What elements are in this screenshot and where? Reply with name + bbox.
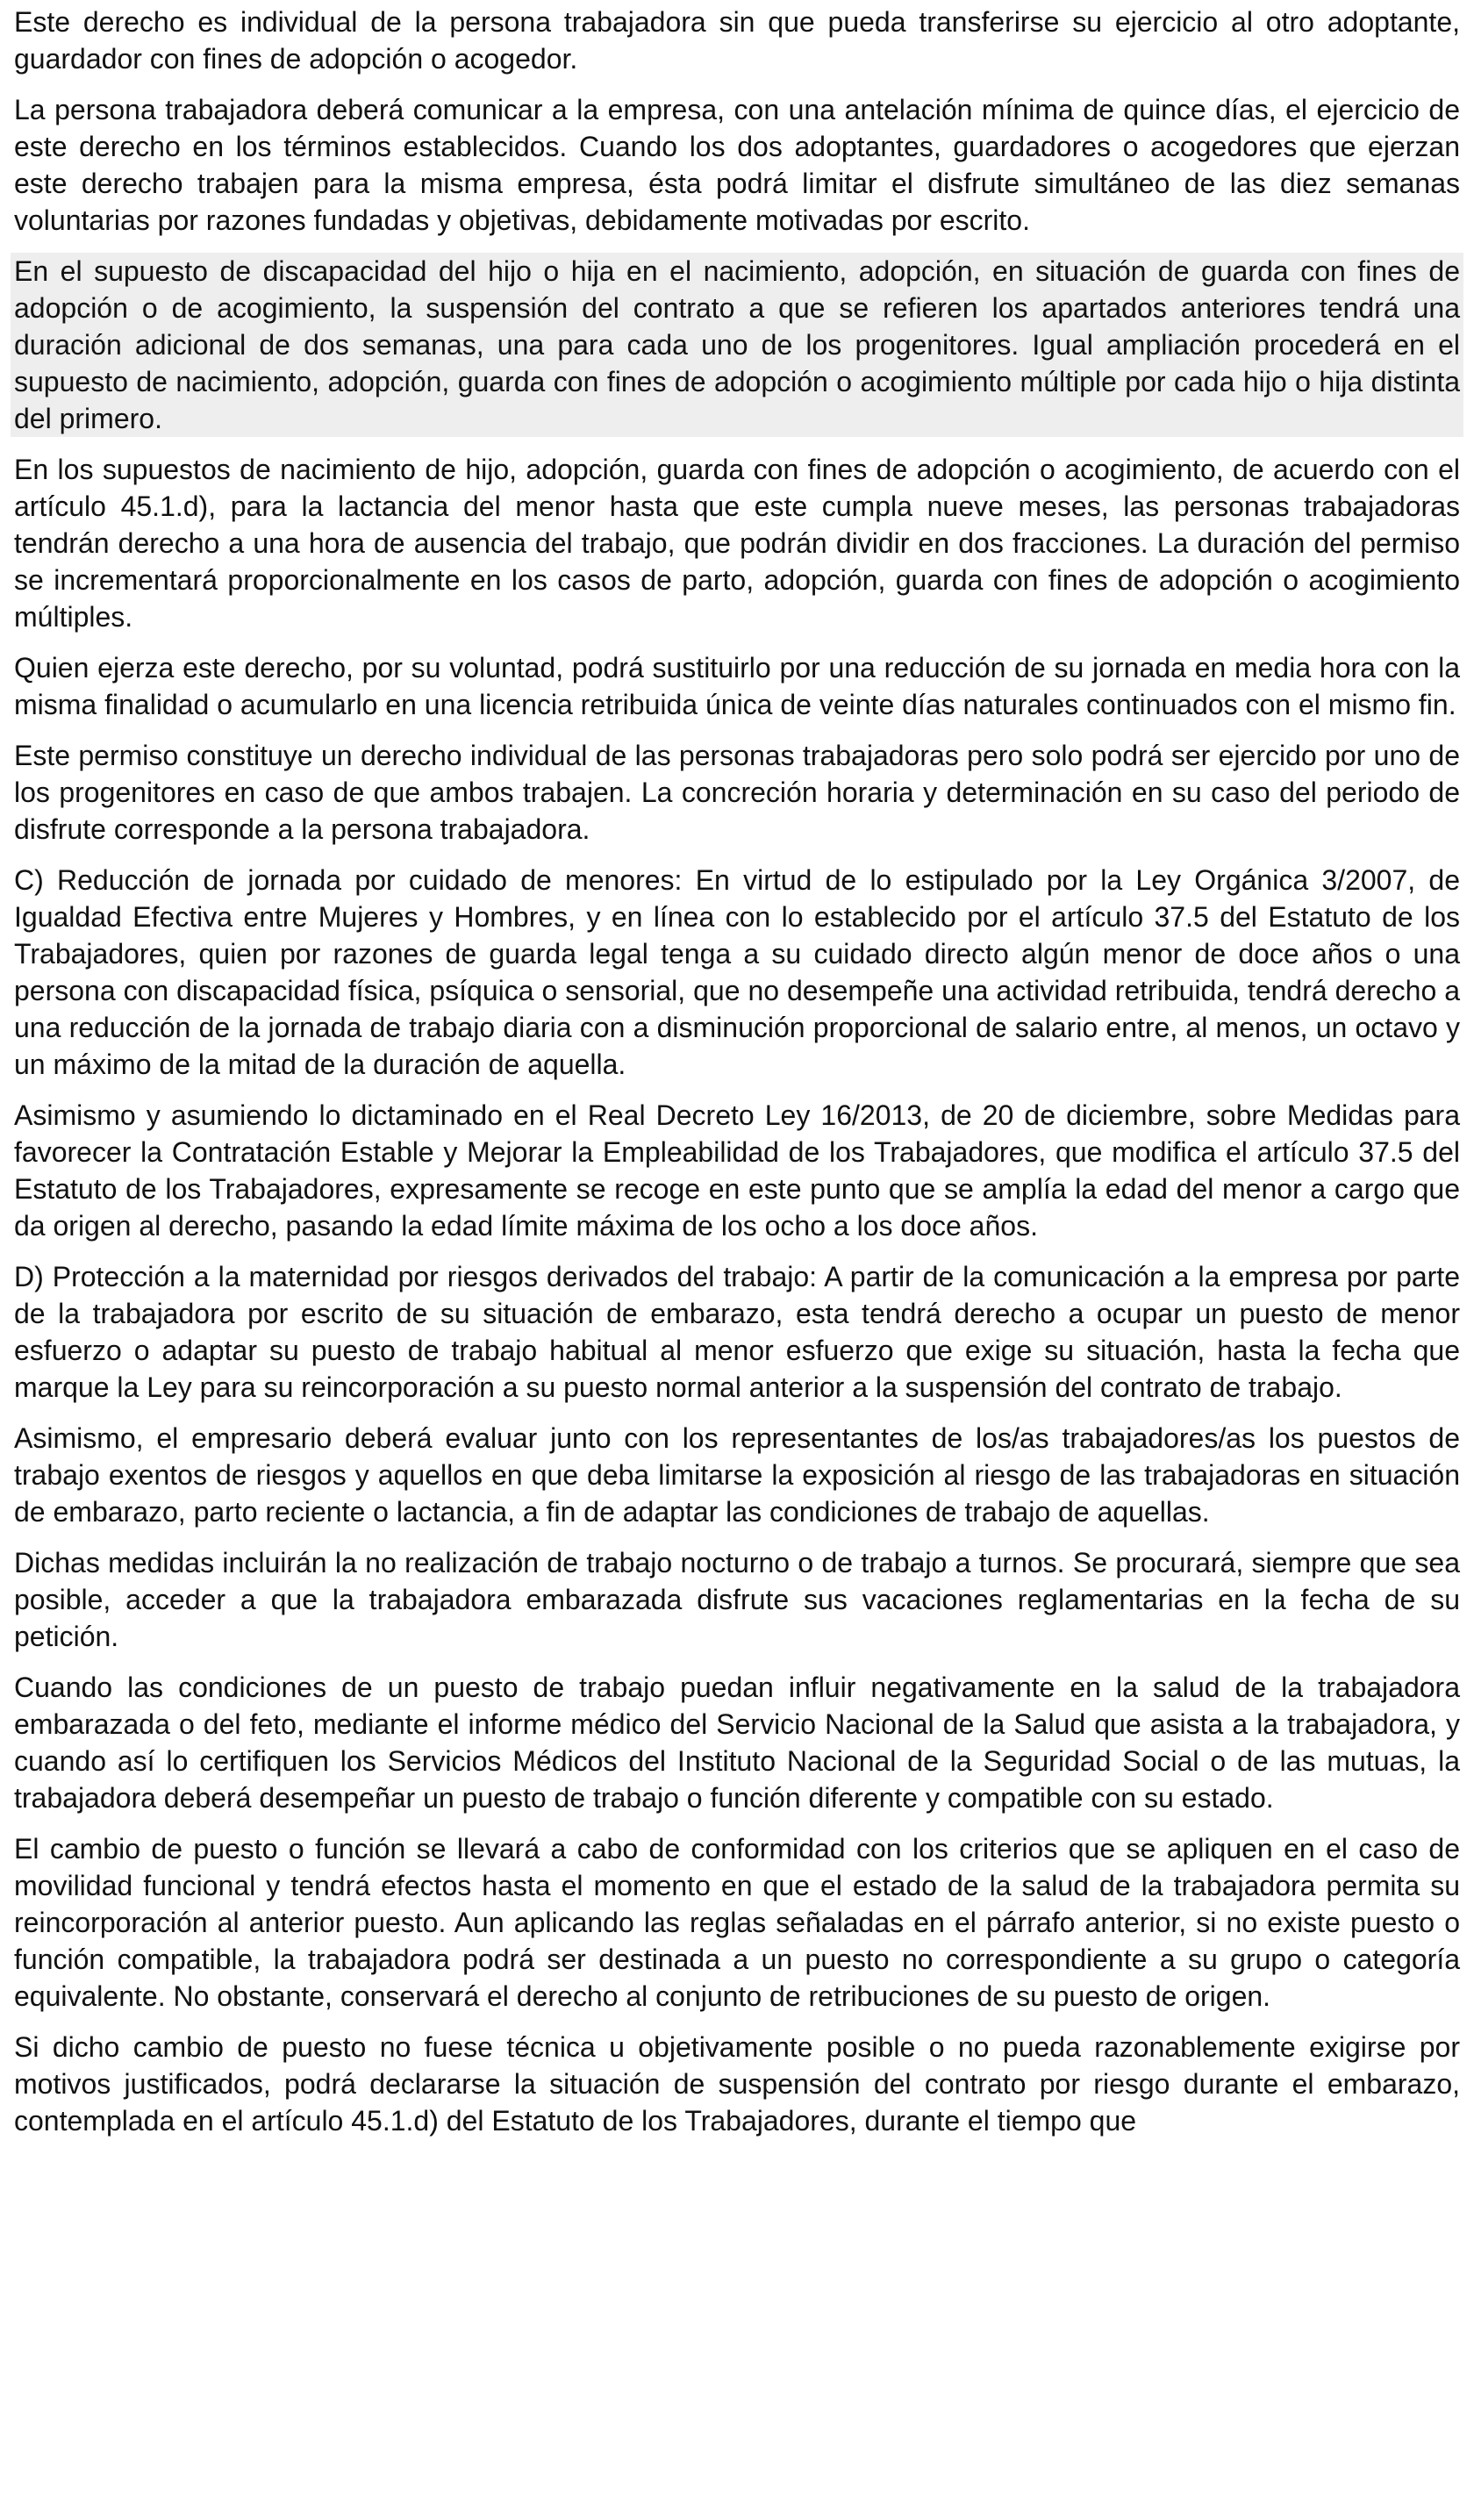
paragraph-royal-decree: Asimismo y asumiendo lo dictaminado en el Real Decreto Ley 16/2013, de 20 de diciembre, sobre Medidas para favorecer la Contratación Estable y Mejorar la Empleabilidad de los Trabajadores, que modifica el artículo 37.5 del Estatuto de los Trabajadores, expresamente se recoge en este punto que se amplía la edad del menor a cargo que da origen al derecho, pasando la edad límite máxima de los ocho a los doce años. — [14, 1099, 1460, 1242]
paragraph-section-c-reduced-hours: C) Reducción de jornada por cuidado de menores: En virtud de lo estipulado por la Ley Orgánica 3/2007, de Igualdad Efectiva entre Mujeres y Hombres, y en línea con lo establecido por el artículo 37.5 del Estatuto de los Trabajadores, quien por razones de guarda legal tenga a su cuidado directo algún menor de doce años o una persona con discapacidad física, psíquica o sensorial, que no desempeñe una actividad retribuida, tendrá derecho a una reducción de la jornada de trabajo diaria con a disminución proporcional de salario entre, al menos, un octavo y un máximo de la mitad de la duración de aquella. — [14, 864, 1460, 1080]
paragraph-disability-extension: En el supuesto de discapacidad del hijo o hija en el nacimiento, adopción, en situación de guarda con fines de adopción o de acogimiento, la suspensión del contrato a que se refieren los apartados anteriores tendrá una duración adicional de dos semanas, una para cada uno de los progenitores. Igual ampliación procederá en el supuesto de nacimiento, adopción, guarda con fines de adopción o acogimiento múltiple por cada hijo o hija distinta del primero. — [11, 253, 1463, 437]
paragraph-suspension: Si dicho cambio de puesto no fuese técnica u objetivamente posible o no pueda razonablemente exigirse por motivos justificados, podrá declararse la situación de suspensión del contrato por riesgo durante el embarazo, contemplada en el artículo 45.1.d) del Estatuto de los Trabajadores, durante el tiempo que — [14, 2031, 1460, 2137]
paragraph-unsafe-conditions: Cuando las condiciones de un puesto de trabajo puedan influir negativamente en la salud de la trabajadora embarazada o del feto, mediante el informe médico del Servicio Nacional de la Salud que asista a la trabajadora, y cuando así lo certifiquen los Servicios Médicos del Instituto Nacional de la Seguridad Social o de las mutuas, la trabajadora deberá desempeñar un puesto de trabajo o función diferente y compatible con su estado. — [14, 1672, 1460, 1814]
document-page — [11, 4, 1463, 2153]
paragraph-change-of-post: El cambio de puesto o función se llevará a cabo de conformidad con los criterios que se apliquen en el caso de movilidad funcional y tendrá efectos hasta el momento en que el estado de la salud de la trabajadora permita su reincorporación al anterior puesto. Aun aplicando las reglas señaladas en el párrafo anterior, si no existe puesto o función compatible, la trabajadora podrá ser destinada a un puesto no correspondiente a su grupo o categoría equivalente. No obstante, conservará el derecho al conjunto de retribuciones de su puesto de origen. — [14, 1833, 1460, 2012]
paragraph-risk-evaluation: Asimismo, el empresario deberá evaluar junto con los representantes de los/as trabajadores/as los puestos de trabajo exentos de riesgos y aquellos en que deba limitarse la exposición al riesgo de las trabajadoras en situación de embarazo, parto reciente o lactancia, a fin de adaptar las condiciones de trabajo de aquellas. — [14, 1422, 1460, 1528]
paragraph-notice-to-company: La persona trabajadora deberá comunicar a la empresa, con una antelación mínima de quince días, el ejercicio de este derecho en los términos establecidos. Cuando los dos adoptantes, guardadores o acogedores que ejerzan este derecho trabajen para la misma empresa, ésta podrá limitar el disfrute simultáneo de las diez semanas voluntarias por razones fundadas y objetivas, debidamente motivadas por escrito. — [14, 94, 1460, 236]
paragraph-lactation-substitution: Quien ejerza este derecho, por su voluntad, podrá sustituirlo por una reducción de su jornada en media hora con la misma finalidad o acumularlo en una licencia retribuida única de veinte días naturales continuados con el mismo fin. — [14, 652, 1460, 720]
paragraph-lactation-individual-right: Este permiso constituye un derecho individual de las personas trabajadoras pero solo podrá ser ejercido por uno de los progenitores en caso de que ambos trabajen. La concreción horaria y determinación en su caso del periodo de disfrute corresponde a la persona trabajadora. — [14, 740, 1460, 845]
paragraph-lactation-leave: En los supuestos de nacimiento de hijo, adopción, guarda con fines de adopción o acogimiento, de acuerdo con el artículo 45.1.d), para la lactancia del menor hasta que este cumpla nueve meses, las personas trabajadoras tendrán derecho a una hora de ausencia del trabajo, que podrán dividir en dos fracciones. La duración del permiso se incrementará proporcionalmente en los casos de parto, adopción, guarda con fines de adopción o acogimiento múltiples. — [14, 454, 1460, 633]
paragraph-night-work: Dichas medidas incluirán la no realización de trabajo nocturno o de trabajo a turnos. Se procurará, siempre que sea posible, acceder a que la trabajadora embarazada disfrute sus vacaciones reglamentarias en la fecha de su petición. — [14, 1547, 1460, 1652]
paragraph-section-d-maternity-protection: D) Protección a la maternidad por riesgos derivados del trabajo: A partir de la comunicación a la empresa por parte de la trabajadora por escrito de su situación de embarazo, esta tendrá derecho a ocupar un puesto de menor esfuerzo o adaptar su puesto de trabajo habitual al menor esfuerzo que exige su situación, hasta la fecha que marque la Ley para su reincorporación a su puesto normal anterior a la suspensión del contrato de trabajo. — [14, 1261, 1460, 1403]
paragraph-individual-right: Este derecho es individual de la persona trabajadora sin que pueda transferirse su ejercicio al otro adoptante, guardador con fines de adopción o acogedor. — [14, 6, 1460, 75]
